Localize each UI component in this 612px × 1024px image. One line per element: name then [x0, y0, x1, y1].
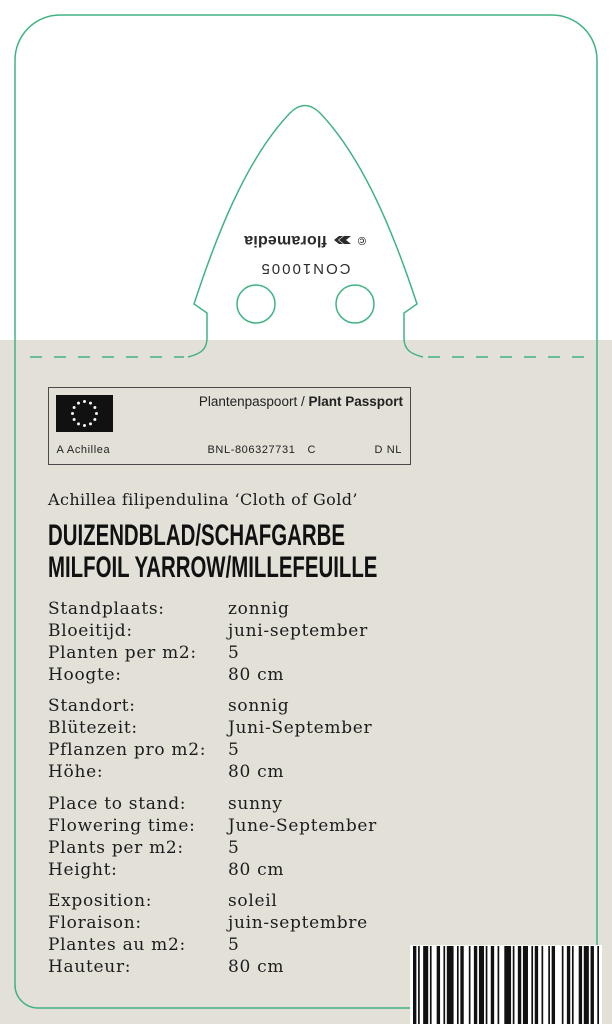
care-block-german — [48, 695, 372, 783]
barcode-bar — [418, 946, 420, 1024]
care-value: 5 — [228, 643, 240, 663]
care-label: Bloeitijd: — [48, 621, 133, 641]
care-row-density — [48, 837, 377, 859]
passport-title-nl: Plantenpaspoort — [198, 394, 298, 409]
care-label: Hauteur: — [48, 957, 132, 977]
care-label: Blütezeit: — [48, 718, 138, 738]
care-row-location — [48, 890, 368, 912]
barcode-bar — [567, 946, 570, 1024]
barcode-bar — [413, 946, 416, 1024]
care-row-flowering — [48, 912, 368, 934]
barcode-bar — [579, 946, 582, 1024]
barcode-bar — [491, 946, 494, 1024]
floramedia-logo-icon — [332, 234, 352, 246]
barcode-bar — [498, 946, 500, 1024]
care-label: Standort: — [48, 696, 136, 716]
barcode-bar — [437, 946, 440, 1024]
eu-star — [73, 406, 76, 409]
care-label: Planten per m2: — [48, 643, 197, 663]
hang-hole-left — [237, 285, 275, 323]
eu-star — [77, 401, 80, 404]
care-value: soleil — [228, 891, 278, 911]
barcode-bar — [548, 946, 550, 1024]
barcode-bar — [584, 946, 589, 1024]
care-label: Exposition: — [48, 891, 153, 911]
common-name-line: MILFOIL YARROW/MILLEFEUILLE — [48, 551, 378, 584]
eu-star — [71, 412, 74, 415]
care-value: Juni-September — [228, 718, 373, 738]
barcode-bar — [504, 946, 511, 1024]
care-label: Height: — [48, 860, 118, 880]
care-row-location — [48, 695, 372, 717]
passport-botanical-name: A Achillea — [56, 443, 111, 456]
barcode-bar — [447, 946, 454, 1024]
care-value: juni-september — [228, 621, 368, 641]
care-value: June-September — [228, 816, 377, 836]
barcode-bar — [423, 946, 428, 1024]
passport-title — [199, 393, 403, 411]
barcode-bar — [430, 946, 432, 1024]
hang-hole-right — [336, 285, 374, 323]
barcode-bar — [460, 946, 463, 1024]
passport-traceability-code: C — [307, 443, 317, 456]
care-label: Plants per m2: — [48, 838, 184, 858]
latin-name: Achillea filipendulina ‘Cloth of Gold’ — [48, 490, 358, 509]
barcode-bar — [572, 946, 574, 1024]
eu-star — [93, 406, 96, 409]
care-label: Standplaats: — [48, 599, 165, 619]
barcode-bar — [486, 946, 488, 1024]
barcode-bar — [552, 946, 555, 1024]
care-row-density — [48, 642, 368, 664]
care-label: Pflanzen pro m2: — [48, 740, 207, 760]
plant-passport-box — [48, 387, 411, 465]
barcode-bar — [597, 946, 599, 1024]
care-row-flowering — [48, 815, 377, 837]
barcode-bar — [591, 946, 594, 1024]
care-row-flowering — [48, 717, 372, 739]
care-row-height — [48, 761, 372, 783]
care-value: zonnig — [228, 599, 290, 619]
tag-print — [205, 226, 405, 282]
brand-line — [205, 226, 405, 254]
eu-flag-icon — [56, 395, 113, 432]
barcode-bar — [443, 946, 445, 1024]
eu-star — [95, 412, 98, 415]
eu-star — [83, 424, 86, 427]
barcode-bar — [474, 946, 477, 1024]
care-row-height — [48, 664, 368, 686]
barcode-bar — [542, 946, 544, 1024]
care-label: Höhe: — [48, 762, 104, 782]
care-label: Floraison: — [48, 913, 142, 933]
eu-star — [93, 418, 96, 421]
barcode-bar — [535, 946, 538, 1024]
care-value: 5 — [228, 838, 240, 858]
common-name-line: DUIZENDBLAD/SCHAFGARBE — [48, 519, 345, 552]
care-value: 80 cm — [228, 762, 285, 782]
care-value: sunny — [228, 794, 283, 814]
passport-registration: BNL-806327731 — [207, 443, 296, 456]
eu-star — [89, 401, 92, 404]
care-value: 80 cm — [228, 957, 285, 977]
care-label: Plantes au m2: — [48, 935, 186, 955]
passport-origin: D NL — [374, 443, 402, 456]
care-value: 5 — [228, 740, 240, 760]
care-row-density — [48, 739, 372, 761]
barcode-bar — [531, 946, 533, 1024]
care-value: sonnig — [228, 696, 290, 716]
passport-title-separator: / — [297, 394, 309, 409]
barcode-bar — [513, 946, 515, 1024]
barcode-bar — [457, 946, 459, 1024]
care-label: Hoogte: — [48, 665, 122, 685]
eu-star — [77, 422, 80, 425]
brand-name: floramedia — [243, 232, 327, 249]
care-row-location — [48, 598, 368, 620]
common-names — [48, 520, 532, 584]
passport-title-en: Plant Passport — [308, 394, 403, 409]
copyright-symbol: © — [357, 234, 367, 246]
care-row-density — [48, 934, 368, 956]
barcode-bar — [523, 946, 528, 1024]
article-code: CON10005 — [259, 260, 351, 277]
barcode-bar — [562, 946, 564, 1024]
care-row-location — [48, 793, 377, 815]
barcode — [410, 945, 602, 1024]
barcode-bar — [469, 946, 471, 1024]
care-label: Place to stand: — [48, 794, 187, 814]
care-value: 80 cm — [228, 860, 285, 880]
care-row-height — [48, 859, 377, 881]
care-label: Flowering time: — [48, 816, 196, 836]
care-block-french — [48, 890, 368, 978]
barcode-bar — [479, 946, 484, 1024]
care-block-english — [48, 793, 377, 881]
care-value: 80 cm — [228, 665, 285, 685]
care-row-height — [48, 956, 368, 978]
eu-star — [73, 418, 76, 421]
care-value: juin-septembre — [228, 913, 368, 933]
care-row-flowering — [48, 620, 368, 642]
care-block-dutch — [48, 598, 368, 686]
eu-star — [89, 422, 92, 425]
eu-star — [83, 400, 86, 403]
care-value: 5 — [228, 935, 240, 955]
barcode-bar — [518, 946, 521, 1024]
